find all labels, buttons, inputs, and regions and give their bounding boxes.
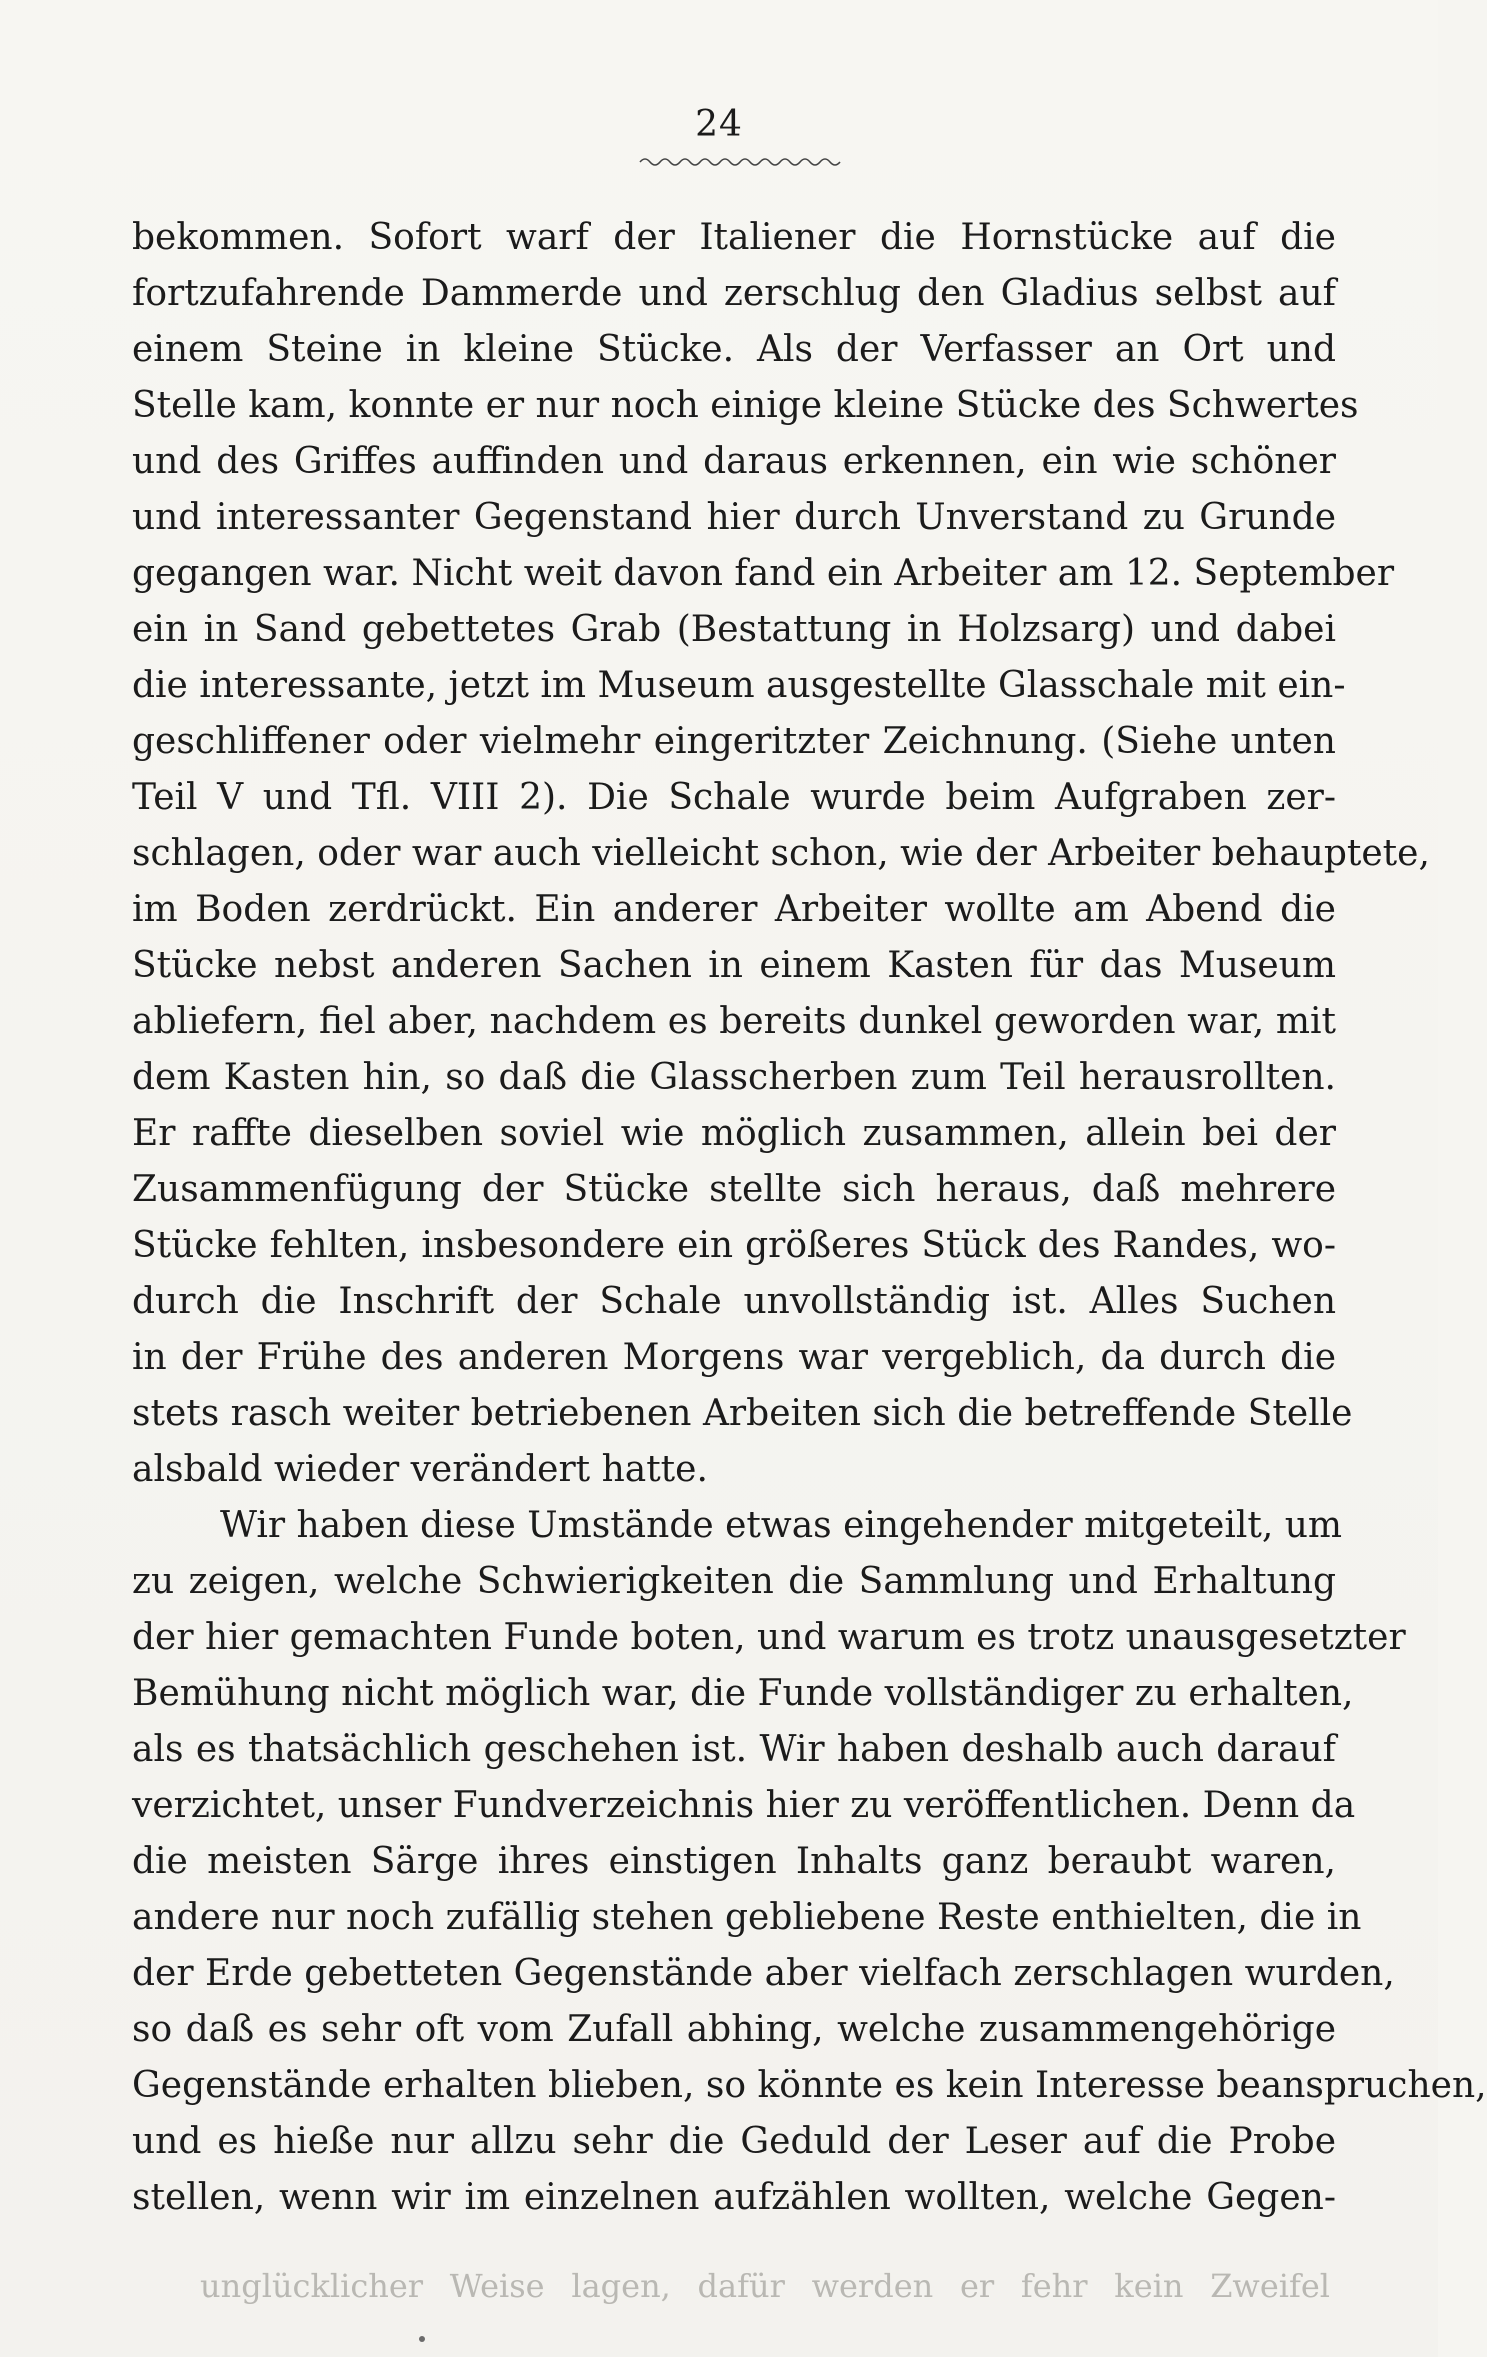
text-line: Wir haben diese Umstände etwas eingehender mitgeteilt, um <box>220 1505 1343 1546</box>
ink-speck <box>419 2336 425 2342</box>
text-line: Zusammenfügung der Stücke stellte sich heraus, daß mehrere <box>132 1169 1336 1210</box>
text-line: Er raffte dieselben soviel wie möglich zusammen, allein bei der <box>132 1113 1336 1154</box>
text-line: Bemühung nicht möglich war, die Funde vollständiger zu erhalten, <box>132 1673 1354 1714</box>
text-line: dem Kasten hin, so daß die Glasscherben zum Teil herausrollten. <box>132 1057 1336 1098</box>
text-line: andere nur noch zufällig stehen gebliebene Reste enthielten, die in <box>132 1897 1362 1938</box>
text-line: der Erde gebetteten Gegenstände aber vielfach zerschlagen wurden, <box>132 1953 1395 1994</box>
text-line: stets rasch weiter betriebenen Arbeiten sich die betreffende Stelle <box>132 1393 1353 1434</box>
text-line: Stelle kam, konnte er nur noch einige kleine Stücke des Schwertes <box>132 385 1359 426</box>
text-line: fortzufahrende Dammerde und zerschlug den Gladius selbst auf <box>132 273 1336 314</box>
text-line: als es thatsächlich geschehen ist. Wir haben deshalb auch darauf <box>132 1729 1336 1770</box>
text-line: Teil V und Tfl. VIII 2). Die Schale wurde beim Aufgraben zer- <box>132 777 1336 818</box>
text-line: alsbald wieder verändert hatte. <box>132 1449 708 1490</box>
text-line: so daß es sehr oft vom Zufall abhing, welche zusammengehörige <box>132 2009 1336 2050</box>
text-line: gegangen war. Nicht weit davon fand ein Arbeiter am 12. September <box>132 553 1395 594</box>
text-line: einem Steine in kleine Stücke. Als der Verfasser an Ort und <box>132 329 1336 370</box>
bleed-through-text: unglücklicher Weise lagen, dafür werden er fehr kein Zweifel <box>200 2267 1330 2305</box>
text-line: zu zeigen, welche Schwierigkeiten die Sammlung und Erhaltung <box>132 1561 1336 1602</box>
text-line: Stücke fehlten, insbesondere ein größeres Stück des Randes, wo- <box>132 1225 1336 1266</box>
text-line: im Boden zerdrückt. Ein anderer Arbeiter wollte am Abend die <box>132 889 1336 930</box>
text-line: schlagen, oder war auch vielleicht schon, wie der Arbeiter behauptete, <box>132 833 1430 874</box>
page-number: 24 <box>695 104 743 145</box>
text-line: Stücke nebst anderen Sachen in einem Kasten für das Museum <box>132 945 1336 986</box>
text-line: und des Griffes auffinden und daraus erkennen, ein wie schöner <box>132 441 1336 482</box>
decorative-rule <box>640 156 840 166</box>
text-line: und interessanter Gegenstand hier durch Unverstand zu Grunde <box>132 497 1336 538</box>
text-line: bekommen. Sofort warf der Italiener die Hornstücke auf die <box>132 217 1336 258</box>
text-line: geschliffener oder vielmehr eingeritzter Zeichnung. (Siehe unten <box>132 721 1336 762</box>
text-line: die interessante, jetzt im Museum ausgestellte Glasschale mit ein- <box>132 665 1346 706</box>
text-line: stellen, wenn wir im einzelnen aufzählen wollten, welche Gegen- <box>132 2177 1336 2218</box>
page-header <box>0 104 1438 145</box>
text-line: verzichtet, unser Fundverzeichnis hier zu veröffentlichen. Denn da <box>132 1785 1356 1826</box>
text-line: Gegenstände erhalten blieben, so könnte es kein Interesse beanspruchen, <box>132 2065 1487 2106</box>
text-line: in der Frühe des anderen Morgens war vergeblich, da durch die <box>132 1337 1336 1378</box>
text-line: abliefern, fiel aber, nachdem es bereits dunkel geworden war, mit <box>132 1001 1336 1042</box>
text-line: durch die Inschrift der Schale unvollständig ist. Alles Suchen <box>132 1281 1336 1322</box>
text-line: die meisten Särge ihres einstigen Inhalts ganz beraubt waren, <box>132 1841 1336 1882</box>
text-line: und es hieße nur allzu sehr die Geduld der Leser auf die Probe <box>132 2121 1336 2162</box>
body-text <box>132 210 1487 2226</box>
text-line: ein in Sand gebettetes Grab (Bestattung in Holzsarg) und dabei <box>132 609 1336 650</box>
text-line: der hier gemachten Funde boten, und warum es trotz unausgesetzter <box>132 1617 1406 1658</box>
